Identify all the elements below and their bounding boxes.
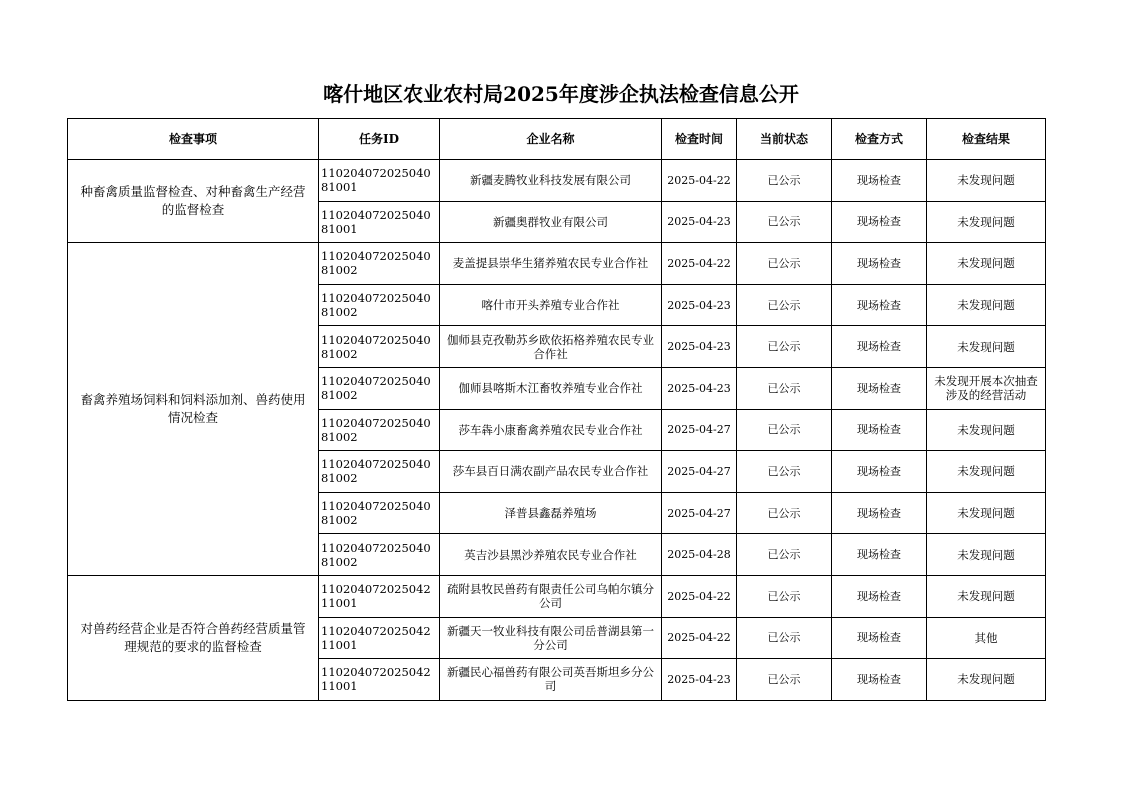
method-cell: 现场检查 [832,367,927,409]
date-cell: 2025-04-23 [662,201,737,243]
result-cell: 未发现问题 [927,243,1046,285]
result-cell: 未发现问题 [927,326,1046,368]
company-name-cell: 英吉沙县黑沙养殖农民专业合作社 [440,534,662,576]
status-cell: 已公示 [737,409,832,451]
status-cell: 已公示 [737,326,832,368]
status-cell: 已公示 [737,534,832,576]
date-cell: 2025-04-23 [662,326,737,368]
company-name-cell: 新疆民心福兽药有限公司英吾斯坦乡分公司 [440,659,662,701]
method-cell: 现场检查 [832,201,927,243]
result-cell: 未发现问题 [927,534,1046,576]
task-id-cell: 11020407202504211001 [319,659,440,701]
company-name-cell: 麦盖提县崇华生猪养殖农民专业合作社 [440,243,662,285]
result-cell: 未发现问题 [927,451,1046,493]
company-name-cell: 喀什市开头养殖专业合作社 [440,284,662,326]
date-cell: 2025-04-23 [662,284,737,326]
method-cell: 现场检查 [832,284,927,326]
method-cell: 现场检查 [832,492,927,534]
method-cell: 现场检查 [832,617,927,659]
header-inspection-item: 检查事项 [68,119,319,160]
method-cell: 现场检查 [832,409,927,451]
result-cell: 未发现问题 [927,575,1046,617]
status-cell: 已公示 [737,617,832,659]
result-cell: 未发现开展本次抽查涉及的经营活动 [927,367,1046,409]
company-name-cell: 泽普县鑫磊养殖场 [440,492,662,534]
date-cell: 2025-04-22 [662,243,737,285]
inspection-item-cell: 种畜禽质量监督检查、对种畜禽生产经营的监督检查 [68,160,319,243]
status-cell: 已公示 [737,201,832,243]
result-cell: 未发现问题 [927,409,1046,451]
method-cell: 现场检查 [832,326,927,368]
result-cell: 未发现问题 [927,160,1046,202]
task-id-cell: 11020407202504081002 [319,492,440,534]
method-cell: 现场检查 [832,451,927,493]
date-cell: 2025-04-27 [662,492,737,534]
date-cell: 2025-04-23 [662,367,737,409]
table-header-row [68,119,1046,160]
result-cell: 未发现问题 [927,201,1046,243]
task-id-cell: 11020407202504081002 [319,534,440,576]
date-cell: 2025-04-22 [662,160,737,202]
table-row [68,243,1046,285]
task-id-cell: 11020407202504081002 [319,284,440,326]
header-inspection-date: 检查时间 [662,119,737,160]
method-cell: 现场检查 [832,243,927,285]
header-current-status: 当前状态 [737,119,832,160]
task-id-cell: 11020407202504081002 [319,409,440,451]
company-name-cell: 新疆天一牧业科技有限公司岳普湖县第一分公司 [440,617,662,659]
company-name-cell: 伽师县克孜勒苏乡欧依拓格养殖农民专业合作社 [440,326,662,368]
date-cell: 2025-04-27 [662,451,737,493]
result-cell: 未发现问题 [927,284,1046,326]
method-cell: 现场检查 [832,575,927,617]
task-id-cell: 11020407202504081001 [319,160,440,202]
table-row [68,160,1046,202]
status-cell: 已公示 [737,284,832,326]
date-cell: 2025-04-28 [662,534,737,576]
task-id-cell: 11020407202504081002 [319,243,440,285]
task-id-cell: 11020407202504081002 [319,326,440,368]
header-task-id: 任务ID [319,119,440,160]
task-id-cell: 11020407202504081001 [319,201,440,243]
company-name-cell: 新疆麦腾牧业科技发展有限公司 [440,160,662,202]
inspection-item-cell: 畜禽养殖场饲料和饲料添加剂、兽药使用情况检查 [68,243,319,576]
result-cell: 其他 [927,617,1046,659]
status-cell: 已公示 [737,160,832,202]
table-row [68,575,1046,617]
company-name-cell: 新疆奥群牧业有限公司 [440,201,662,243]
header-inspection-method: 检查方式 [832,119,927,160]
inspection-table [67,118,1046,701]
task-id-cell: 11020407202504211001 [319,617,440,659]
status-cell: 已公示 [737,451,832,493]
status-cell: 已公示 [737,243,832,285]
task-id-cell: 11020407202504211001 [319,575,440,617]
status-cell: 已公示 [737,659,832,701]
task-id-cell: 11020407202504081002 [319,451,440,493]
date-cell: 2025-04-23 [662,659,737,701]
company-name-cell: 伽师县喀斯木江畜牧养殖专业合作社 [440,367,662,409]
method-cell: 现场检查 [832,534,927,576]
company-name-cell: 莎车犇小康畜禽养殖农民专业合作社 [440,409,662,451]
method-cell: 现场检查 [832,160,927,202]
method-cell: 现场检查 [832,659,927,701]
date-cell: 2025-04-22 [662,617,737,659]
result-cell: 未发现问题 [927,492,1046,534]
date-cell: 2025-04-27 [662,409,737,451]
header-inspection-result: 检查结果 [927,119,1046,160]
company-name-cell: 疏附县牧民兽药有限责任公司乌帕尔镇分公司 [440,575,662,617]
date-cell: 2025-04-22 [662,575,737,617]
inspection-item-cell: 对兽药经营企业是否符合兽药经营质量管理规范的要求的监督检查 [68,575,319,700]
status-cell: 已公示 [737,492,832,534]
status-cell: 已公示 [737,367,832,409]
page-title: 喀什地区农业农村局2025年度涉企执法检查信息公开 [323,82,799,106]
company-name-cell: 莎车县百日满农副产品农民专业合作社 [440,451,662,493]
task-id-cell: 11020407202504081002 [319,367,440,409]
result-cell: 未发现问题 [927,659,1046,701]
status-cell: 已公示 [737,575,832,617]
header-company-name: 企业名称 [440,119,662,160]
